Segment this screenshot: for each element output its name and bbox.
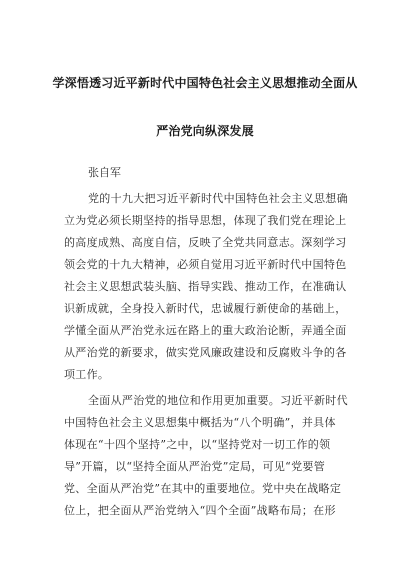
author-name: 张自军 xyxy=(88,166,121,179)
paragraph-1-line: 识新成就，全身投入新时代，忠诚履行新使命的基础上， xyxy=(64,302,347,315)
paragraph-1-line: 的高度成熟、高度自信，反映了全党共同意志。深刻学习 xyxy=(64,236,347,249)
paragraph-2-line: 体现在“十四个坚持”之中，以“坚持党对一切工作的领 xyxy=(64,438,331,451)
paragraph-1-line: 从严治党的新要求，做实党风廉政建设和反腐败斗争的各 xyxy=(64,346,347,359)
paragraph-2-line: 位上，把全面从严治党纳入“四个全面”战略布局；在形 xyxy=(64,504,336,517)
paragraph-2-line: 导”开篇，以“坚持全面从严治党”定局，可见“党要管 xyxy=(64,460,325,473)
paragraph-1-line: 社会主义思想武装头脑、指导实践、推动工作，在准确认 xyxy=(64,280,347,293)
paragraph-2-line: 党、全面从严治党”在其中的重要地位。党中央在战略定 xyxy=(64,482,342,495)
paragraph-1-line: 项工作。 xyxy=(64,368,110,381)
paragraph-1-line: 学懂全面从严治党永远在路上的重大政治论断，弄通全面 xyxy=(64,324,347,337)
paragraph-2-line: 中国特色社会主义思想集中概括为“八个明确”，并具体 xyxy=(64,416,336,429)
paragraph-2-line: 全面从严治党的地位和作用更加重要。习近平新时代 xyxy=(88,394,348,407)
paragraph-1-line: 立为党必须长期坚持的指导思想，体现了我们党在理论上 xyxy=(64,214,347,227)
document-title-line-2: 严治党向纵深发展 xyxy=(156,124,254,138)
paragraph-1-line: 领会党的十九大精神，必须自觉用习近平新时代中国特色 xyxy=(64,258,347,271)
paragraph-1-line: 党的十九大把习近平新时代中国特色社会主义思想确 xyxy=(88,192,348,205)
document-title-line-1: 学深悟透习近平新时代中国特色社会主义思想推动全面从 xyxy=(52,76,358,90)
